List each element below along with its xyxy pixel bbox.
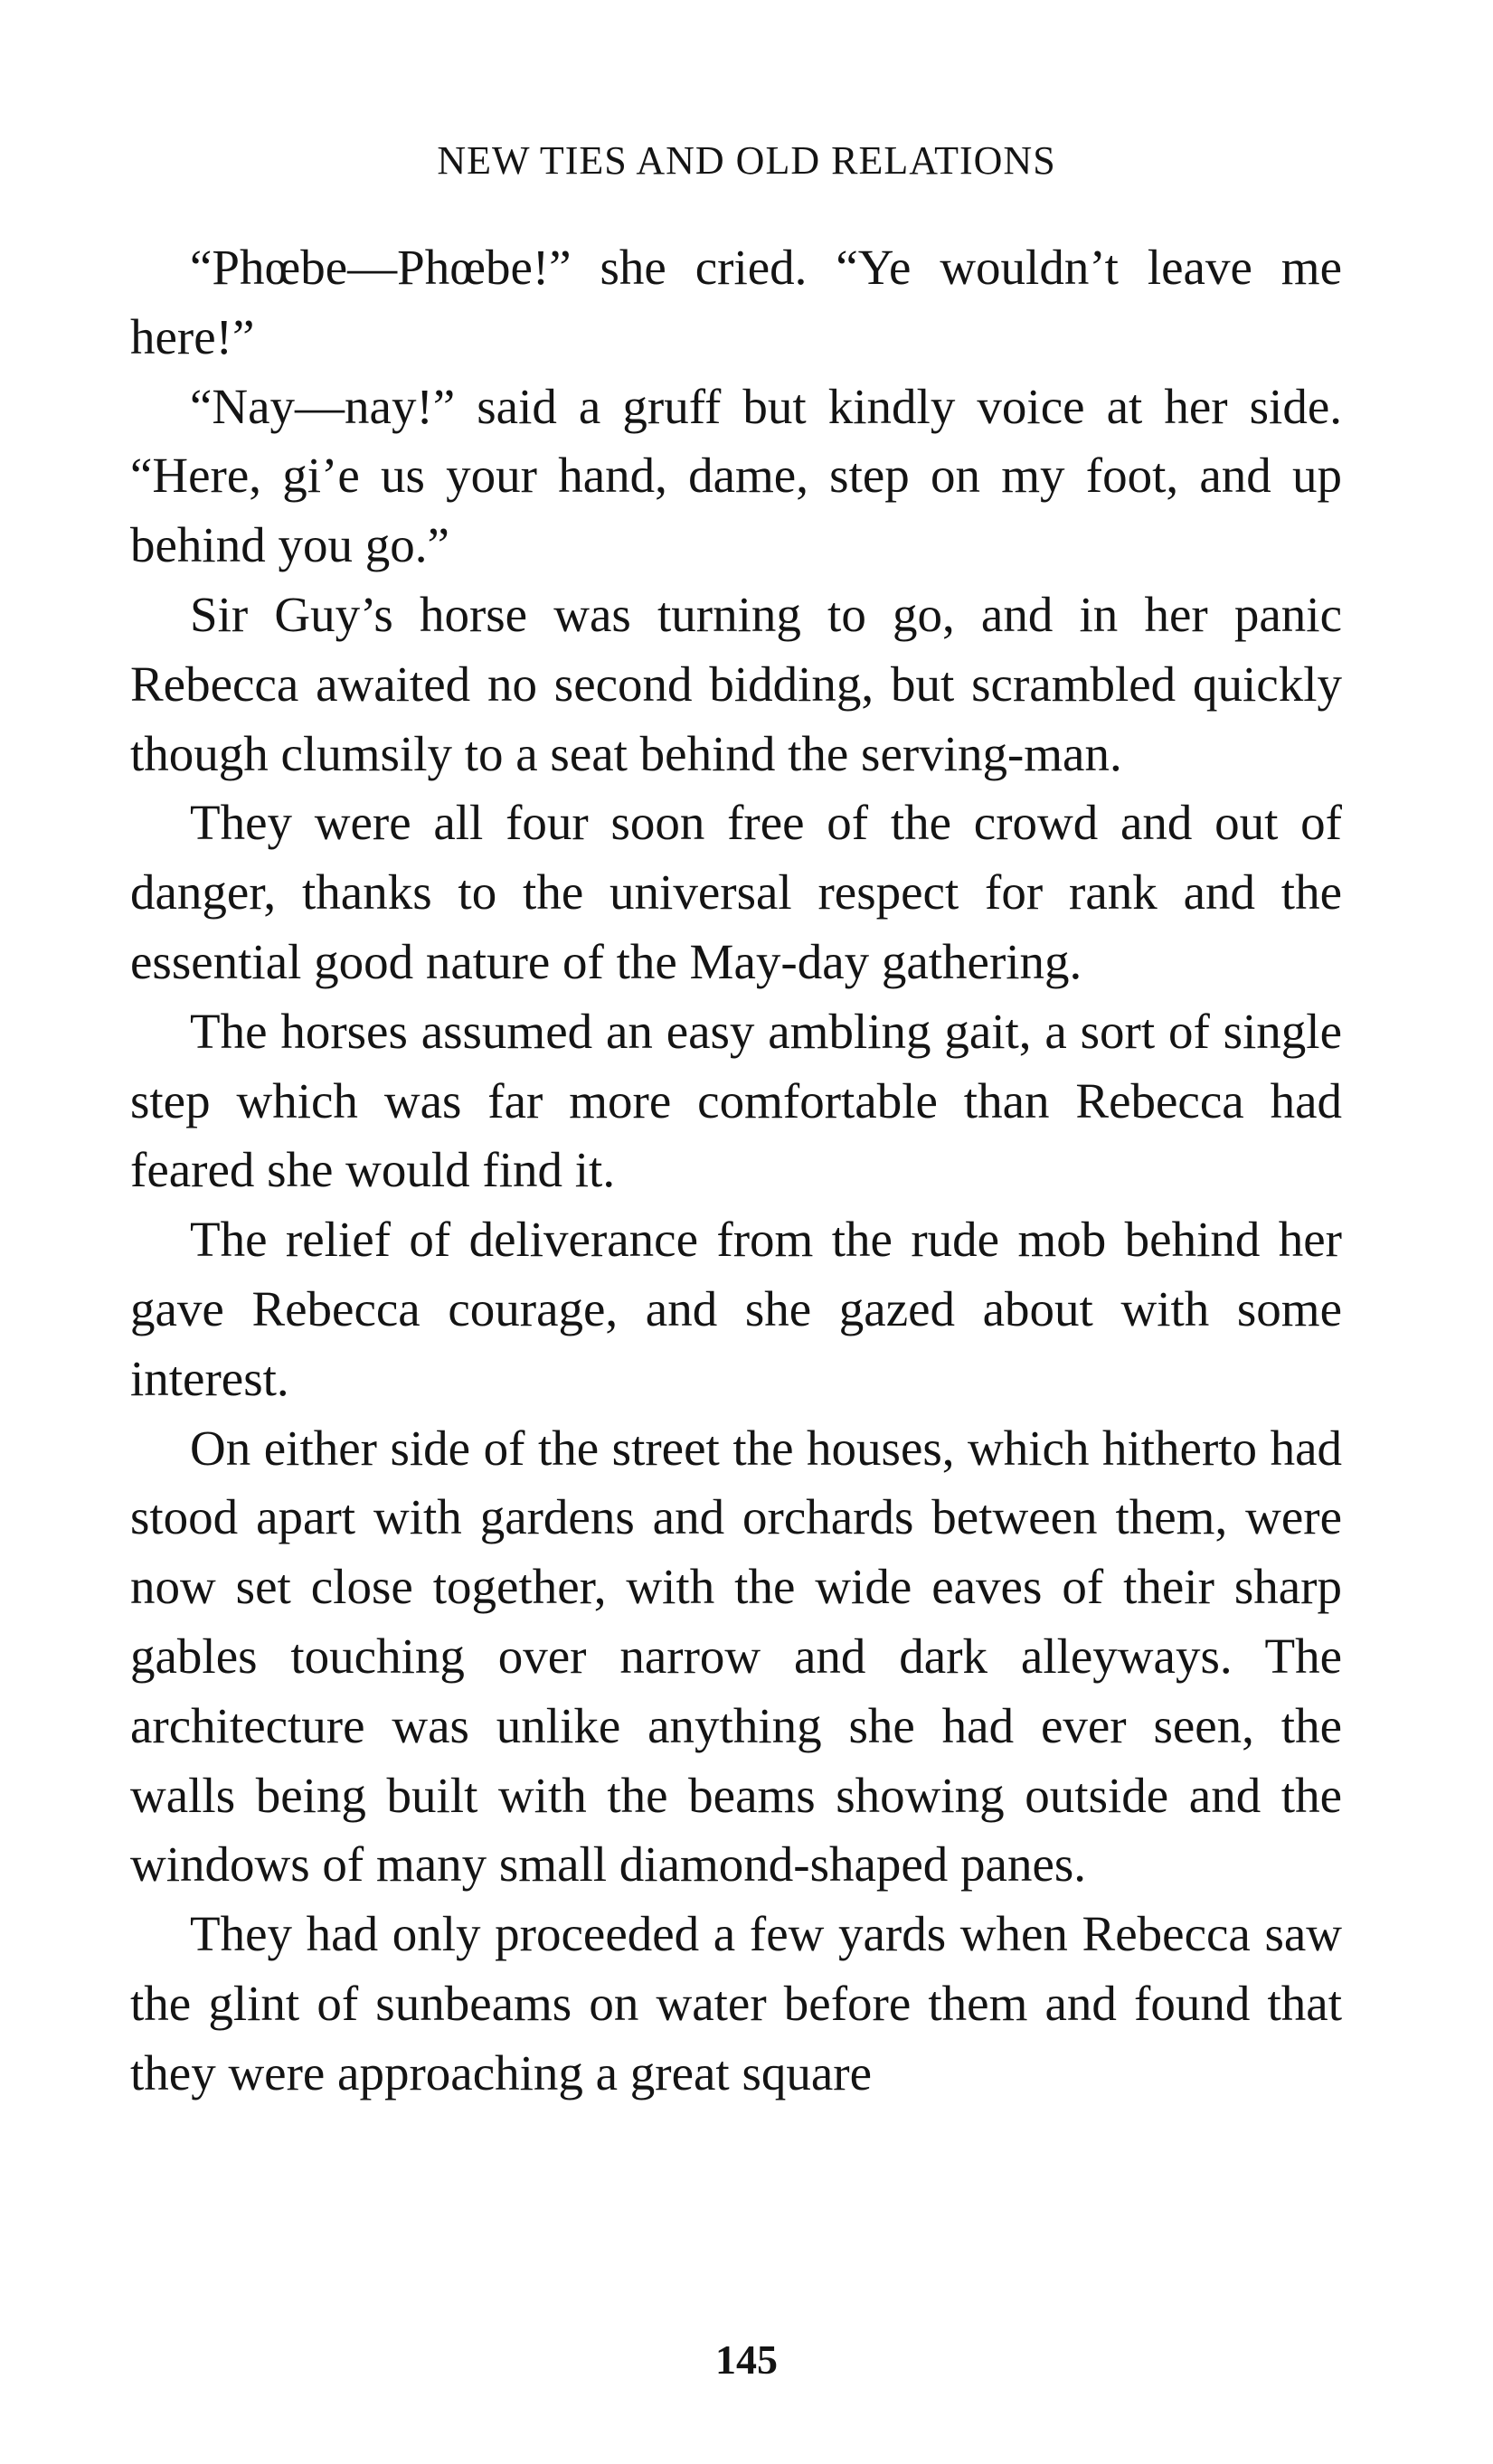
paragraph: “Nay—nay!” said a gruff but kindly voice at her side. “Here, gi’e us your hand, dame, step on my foot, and up behind you go.”: [130, 378, 1342, 573]
page-number: 145: [715, 2337, 778, 2383]
paragraph: “Phœbe—Phœbe!” she cried. “Ye wouldn’t leave me here!”: [130, 240, 1342, 364]
paragraph: They had only proceeded a few yards when Rebecca saw the glint of sunbeams on water before them and found that they were approaching a great square: [130, 1906, 1342, 2101]
running-head: NEW TIES AND OLD RELATIONS: [437, 138, 1056, 183]
paragraph: The horses assumed an easy ambling gait, a sort of single step which was far more comfortable than Rebecca had feared she would find it.: [130, 1003, 1342, 1198]
paragraph: On either side of the street the houses, which hitherto had stood apart with gardens and orchards between them, were now set close together, with the wide eaves of their sharp gables touching over narrow and dark alleyways. The architecture was unlike anything she had ever seen, the walls being built with the beams showing outside and the windows of many small diamond-shaped panes.: [130, 1420, 1342, 1893]
paragraph: The relief of deliverance from the rude mob behind her gave Rebecca courage, and she gazed about with some interest.: [130, 1212, 1342, 1406]
paragraph: Sir Guy’s horse was turning to go, and in her panic Rebecca awaited no second bidding, but scrambled quickly though clumsily to a seat behind the serving-man.: [130, 586, 1342, 781]
body-text: [130, 233, 1342, 2109]
paragraph: They were all four soon free of the crowd and out of danger, thanks to the universal respect for rank and the essential good nature of the May-day gathering.: [130, 795, 1342, 989]
